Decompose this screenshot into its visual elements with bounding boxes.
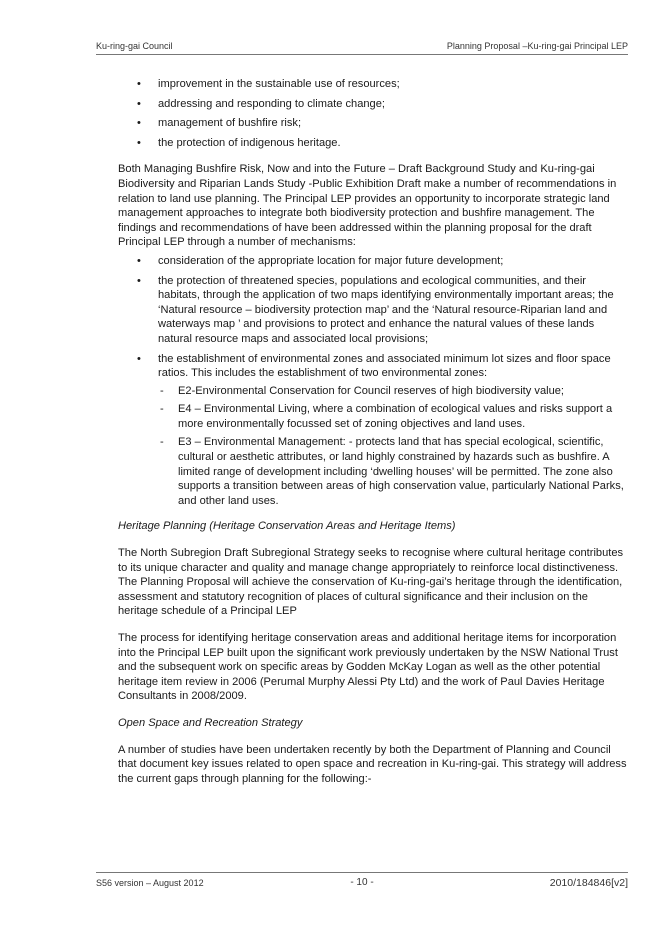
header-organisation: Ku-ring-gai Council: [96, 41, 173, 51]
heading-open-space: Open Space and Recreation Strategy: [118, 716, 303, 729]
list-item: • the protection of indigenous heritage.: [118, 136, 630, 151]
environmental-zone-list: [118, 384, 630, 509]
list-item: • the establishment of environmental zones and associated minimum lot sizes and floor space ratios. This includes the establishment of two environmental zones:: [118, 352, 630, 381]
zone-item: - E2-Environmental Conservation for Council reserves of high biodiversity value;: [118, 384, 630, 399]
footer-version: S56 version – August 2012: [96, 878, 204, 888]
paragraph-bushfire-biodiversity: Both Managing Bushfire Risk, Now and into the Future – Draft Background Study and Ku-ring-gai Biodiversity and Riparian Lands Study -Public Exhibition Draft make a number of recommendations in relation to land use planning. The Principal LEP provides an opportunity to incorporate strategic land management approaches to integrate both biodiversity protection and bushfire management. The findings and recommendations of have been addressed within the planning proposal for the draft Principal LEP through a number of mechanisms:: [118, 163, 617, 249]
top-bullet-list: [118, 77, 630, 150]
list-item: • improvement in the sustainable use of resources;: [118, 77, 630, 92]
heading-heritage-planning: Heritage Planning (Heritage Conservation Areas and Heritage Items): [118, 520, 456, 533]
list-item: • consideration of the appropriate location for major future development;: [118, 254, 630, 269]
zone-item: - E3 – Environmental Management: - protects land that has special ecological, scientific, cultural or aesthetic attributes, or land highly constrained by hazards such as bushfire. A limited range of development including ‘dwelling houses’ will be permitted. The zone also supports a transition between areas of high conservation value, particularly National Parks, and other land uses.: [118, 435, 630, 508]
page-header: [96, 40, 628, 55]
zone-item: - E4 – Environmental Living, where a combination of ecological values and risks support a more environmentally focussed set of zoning objectives and land uses.: [118, 402, 630, 431]
paragraph-heritage-process: The process for identifying heritage conservation areas and additional heritage items for incorporation into the Principal LEP built upon the significant work previously undertaken by the NSW National Trust and the subsequent work on specific areas by Godden McKay Logan as well as the other potential heritage item review in 2006 (Perumal Murphy Alessi Pty Ltd) and the work of Paul Davies Heritage Consultants in 2008/2009.: [118, 632, 618, 703]
page-body: [118, 77, 630, 786]
footer-reference: 2010/184846[v2]: [549, 877, 628, 889]
footer-page-number: - 10 -: [350, 877, 374, 888]
list-item: • management of bushfire risk;: [118, 116, 630, 131]
list-item: • the protection of threatened species, populations and ecological communities, and their habitats, through the application of two maps identifying environmentally important areas; the ‘Natural resource – biodiversity protection map’ and the ‘Natural resource-Riparian land and waterways map ’ and provisions to protect and enhance the natural values of these lands natural resource maps and associated local provisions;: [118, 274, 630, 347]
page-footer: [96, 872, 628, 893]
paragraph-open-space: A number of studies have been undertaken recently by both the Department of Planning and Council that document key issues related to open space and recreation in Ku-ring-gai. This strategy will address the current gaps through planning for the following:-: [118, 743, 627, 785]
list-item: • addressing and responding to climate change;: [118, 97, 630, 112]
paragraph-subregional-strategy: The North Subregion Draft Subregional Strategy seeks to recognise where cultural heritage contributes to its unique character and quality and manage change appropriately to reinforce local distinctiveness. The Planning Proposal will achieve the conservation of Ku-ring-gai’s heritage through the identification, assessment and statutory recognition of places of cultural significance and their inclusion on the heritage schedule of a Principal LEP: [118, 547, 624, 618]
mechanism-bullet-list: [118, 254, 630, 509]
header-document-title: Planning Proposal –Ku-ring-gai Principal LEP: [446, 41, 628, 51]
